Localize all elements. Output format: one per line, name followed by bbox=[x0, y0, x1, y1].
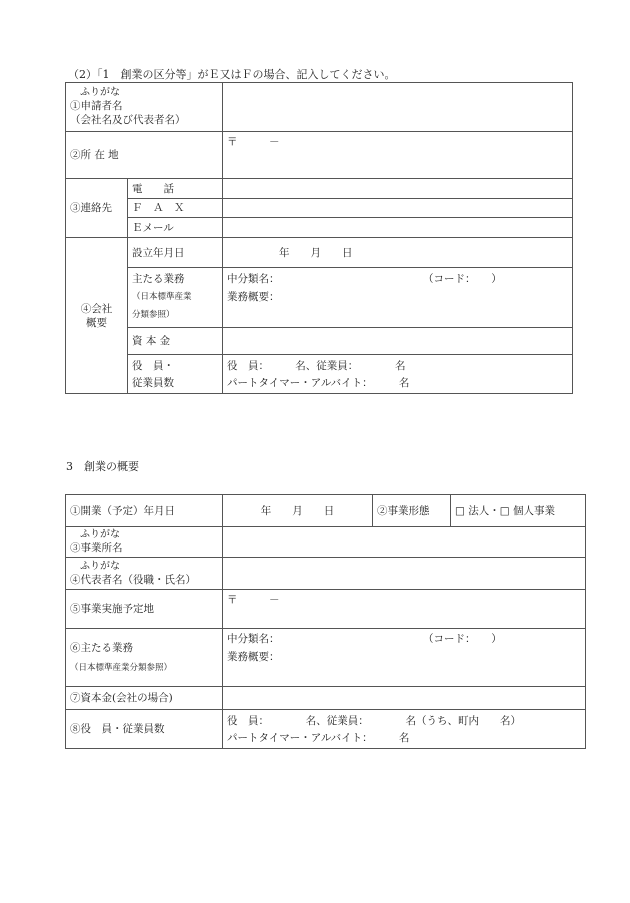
section2-table bbox=[65, 82, 573, 394]
staff3-value-line1: 役 員： 名、従業員： 名（うち、町内 名） bbox=[227, 714, 521, 727]
start-date-label: ①開業（予定）年月日 bbox=[66, 495, 223, 527]
staff-label-cell bbox=[128, 355, 223, 394]
office-furigana: ふりがな bbox=[80, 529, 120, 540]
capital-field[interactable] bbox=[223, 328, 573, 355]
staff-label-line1: 役 員・ bbox=[132, 359, 174, 372]
business3-field[interactable] bbox=[223, 629, 586, 687]
established-field[interactable] bbox=[223, 238, 573, 268]
applicant-sublabel: （会社名及び代表者名） bbox=[70, 114, 186, 126]
business3-label: ⑥主たる業務 bbox=[70, 641, 133, 654]
capital3-field[interactable] bbox=[223, 687, 586, 710]
applicant-furigana: ふりがな bbox=[80, 87, 120, 98]
location-postal: 〒 － bbox=[227, 594, 280, 606]
business-type-field[interactable] bbox=[451, 495, 586, 527]
business3-category: 中分類名： bbox=[227, 633, 280, 645]
business-type-value: □ 法人・□ 個人事業 bbox=[455, 504, 556, 517]
staff-value-line2: パートタイマー・アルバイト： 名 bbox=[227, 376, 410, 389]
business3-code: （コード： ） bbox=[423, 633, 502, 645]
tel-label: 電 話 bbox=[128, 179, 223, 199]
representative-label: ④代表者名（役職・氏名） bbox=[70, 573, 196, 586]
staff3-field[interactable] bbox=[223, 710, 586, 749]
representative-furigana: ふりがな bbox=[80, 560, 120, 572]
business-note-line1: （日本標準産業 bbox=[132, 292, 192, 302]
address-postal: 〒 － bbox=[227, 136, 280, 148]
section3-table bbox=[65, 494, 586, 749]
business3-summary: 業務概要： bbox=[227, 651, 280, 663]
company-label-line2: 概要 bbox=[86, 316, 107, 329]
office-label-cell bbox=[66, 527, 223, 558]
business-summary: 業務概要： bbox=[227, 291, 280, 303]
contact-label: ③連絡先 bbox=[66, 179, 128, 238]
email-label: Ｅメール bbox=[128, 218, 223, 238]
applicant-field[interactable] bbox=[223, 83, 573, 132]
business-field[interactable] bbox=[223, 268, 573, 328]
business-code: （コード： ） bbox=[423, 273, 502, 285]
company-label-line1: ④会社 bbox=[80, 302, 113, 315]
tel-field[interactable] bbox=[223, 179, 573, 199]
business-note-line2: 分類参照） bbox=[132, 310, 175, 320]
company-label bbox=[66, 238, 128, 394]
representative-field[interactable] bbox=[223, 558, 586, 590]
business-label: 主たる業務 bbox=[132, 273, 185, 285]
start-date-value: 年 月 日 bbox=[260, 504, 335, 517]
business-label-cell bbox=[128, 268, 223, 328]
established-label: 設立年月日 bbox=[128, 238, 223, 268]
representative-label-cell bbox=[66, 558, 223, 590]
staff3-label: ⑧役 員・従業員数 bbox=[66, 710, 223, 749]
section3-heading: 3 創業の概要 bbox=[66, 460, 139, 473]
business3-note: （日本標準産業分類参照） bbox=[70, 662, 173, 673]
office-label: ③事業所名 bbox=[70, 542, 123, 554]
capital-label: 資 本 金 bbox=[128, 328, 223, 355]
business-type-label: ②事業形態 bbox=[373, 495, 451, 527]
staff-label-line2: 従業員数 bbox=[132, 376, 174, 389]
office-field[interactable] bbox=[223, 527, 586, 558]
established-value: 年 月 日 bbox=[279, 246, 353, 259]
fax-label: Ｆ Ａ Ｘ bbox=[128, 199, 223, 218]
fax-field[interactable] bbox=[223, 199, 573, 218]
staff-field[interactable] bbox=[223, 355, 573, 394]
applicant-label-cell bbox=[66, 83, 223, 132]
applicant-label: ①申請者名 bbox=[70, 100, 123, 112]
business-category: 中分類名： bbox=[227, 273, 280, 285]
location-label: ⑤事業実施予定地 bbox=[66, 590, 223, 629]
address-field[interactable] bbox=[223, 132, 573, 179]
address-label: ②所 在 地 bbox=[66, 132, 223, 179]
staff-value-line1: 役 員： 名、従業員： 名 bbox=[227, 359, 406, 372]
location-field[interactable] bbox=[223, 590, 586, 629]
staff3-value-line2: パートタイマー・アルバイト： 名 bbox=[227, 731, 410, 744]
start-date-field[interactable] bbox=[223, 495, 373, 527]
section2-heading: （2）「1 創業の区分等」がＥ又はＦの場合、記入してください。 bbox=[68, 68, 396, 81]
capital3-label: ⑦資本金(会社の場合) bbox=[66, 687, 223, 710]
business3-label-cell bbox=[66, 629, 223, 687]
email-field[interactable] bbox=[223, 218, 573, 238]
